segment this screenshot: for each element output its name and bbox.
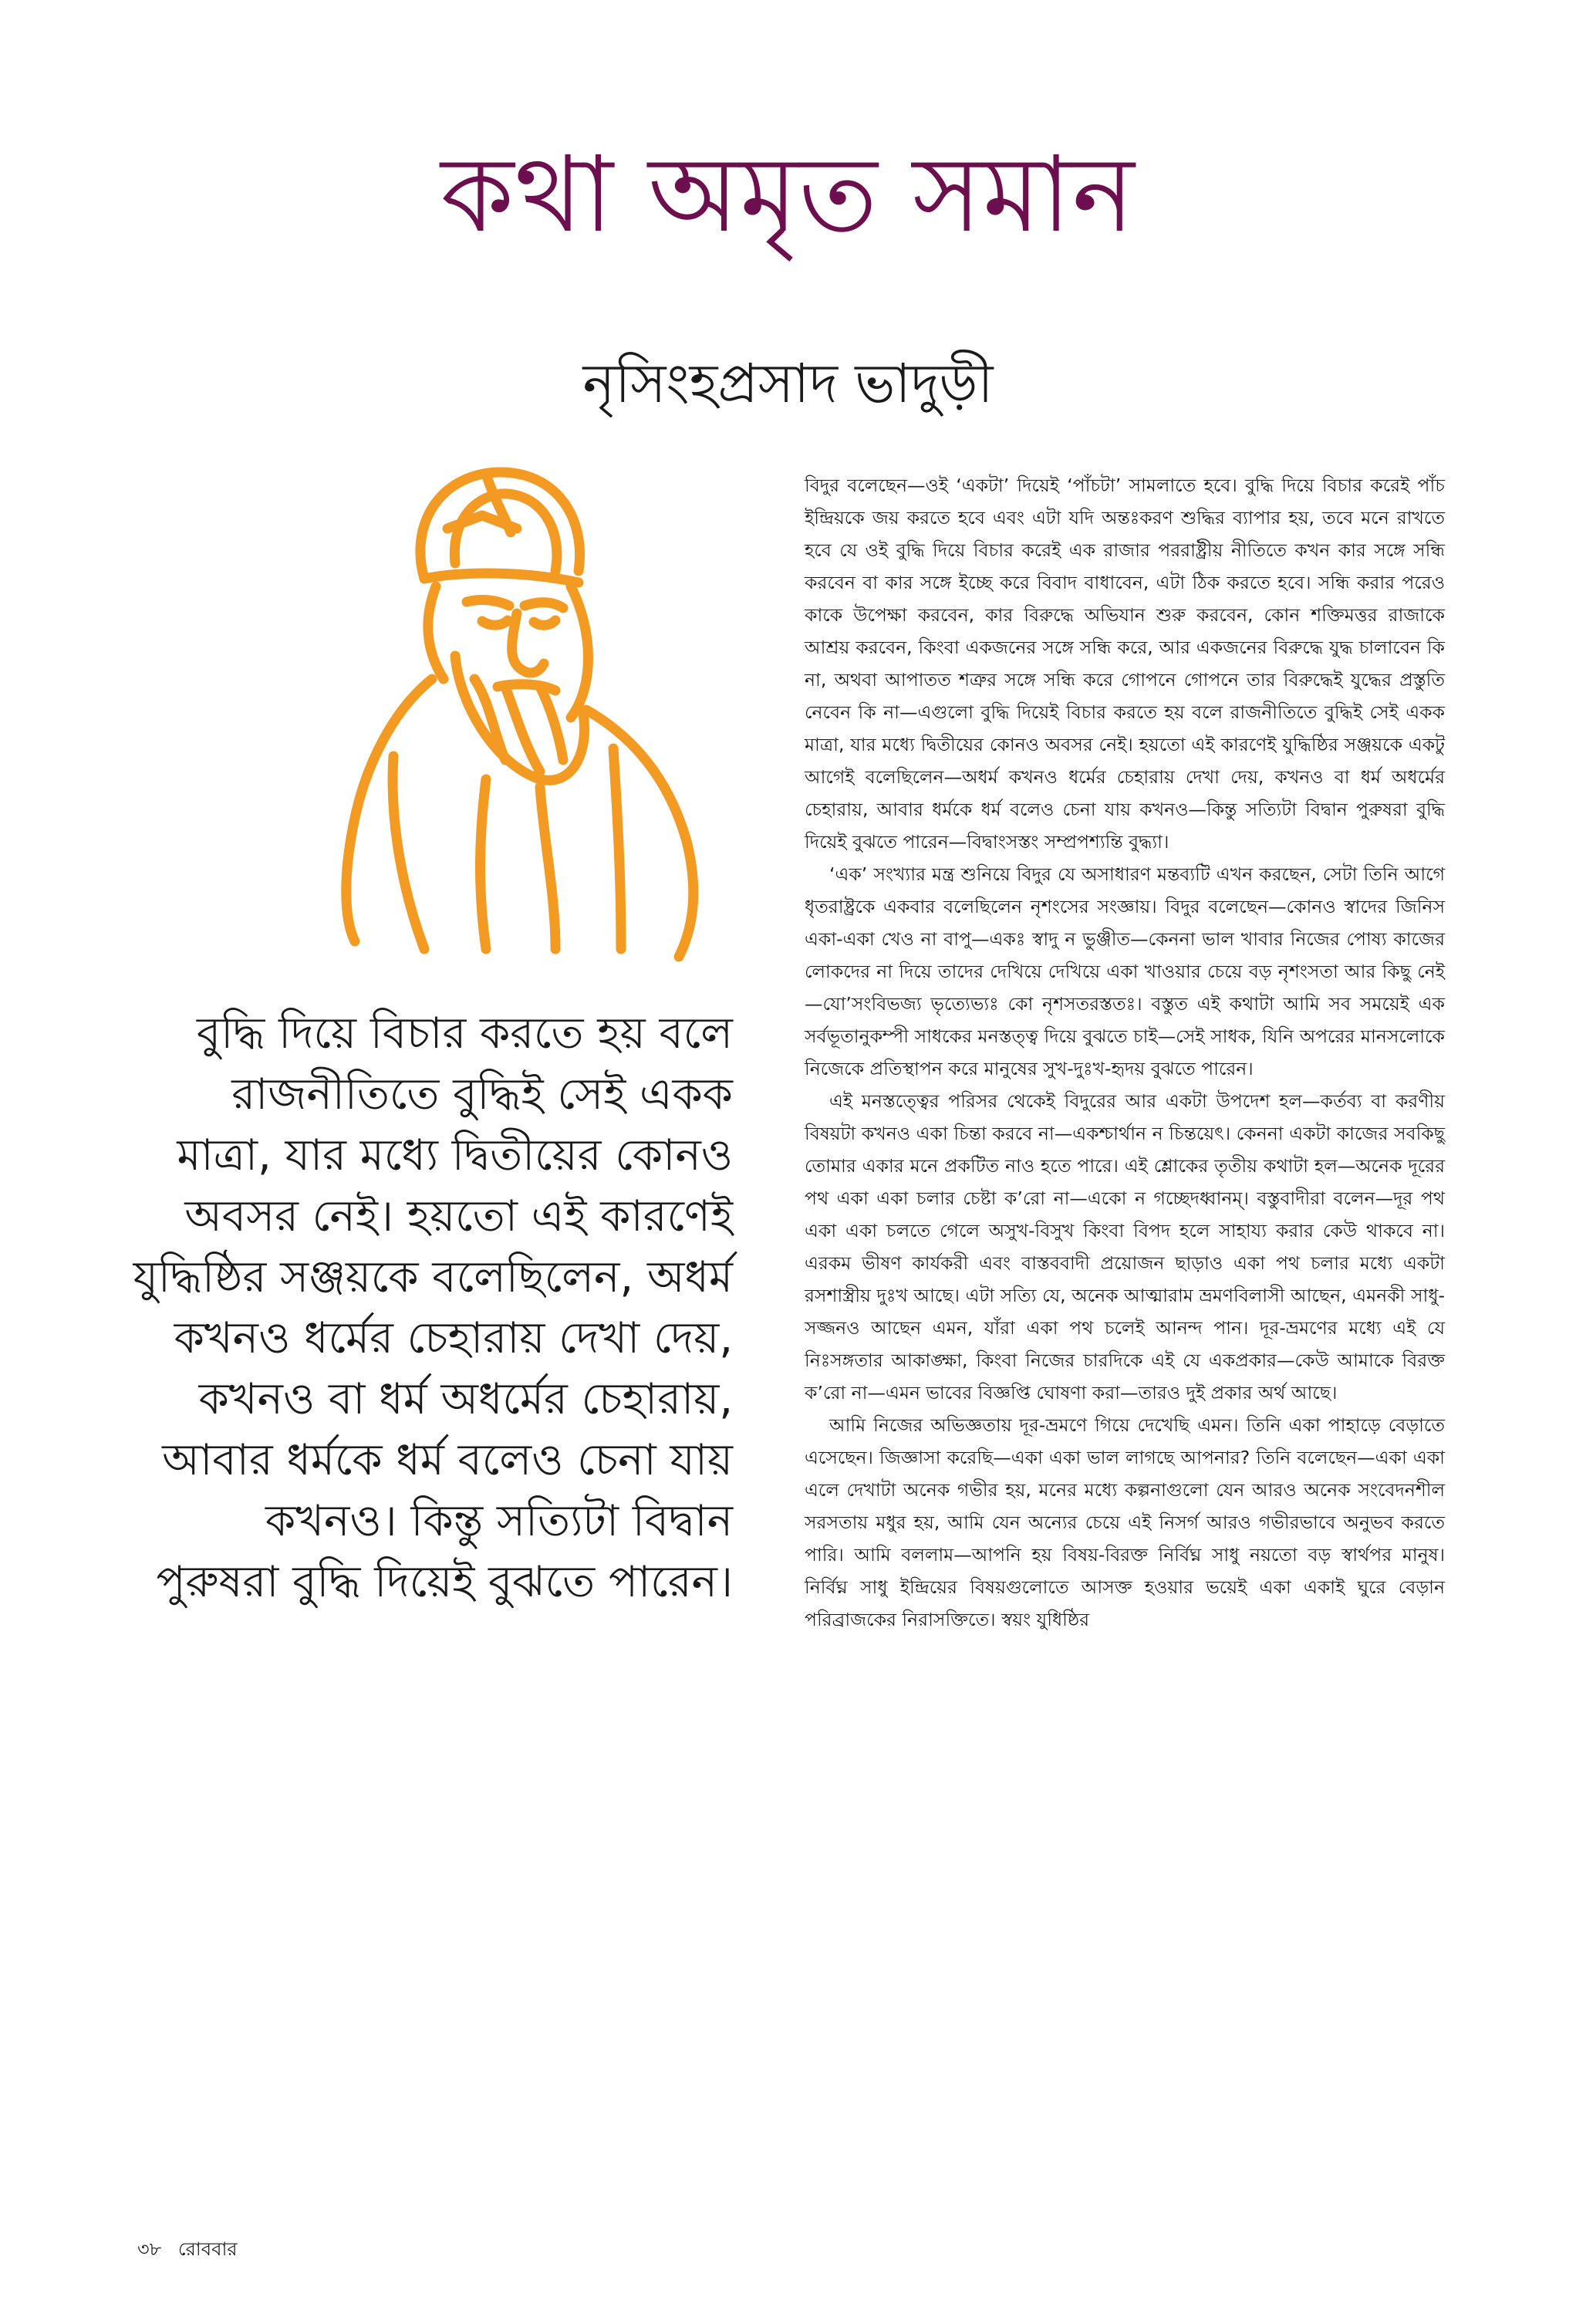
- article-paragraph: বিদুর বলেছেন—ওই ‘একটা’ দিয়েই ‘পাঁচটা’ সামলাতে হবে। বুদ্ধি দিয়ে বিচার করেই পাঁচ ইন্দ্রিয়কে জয় করতে হবে এবং এটা যদি অন্তঃকরণ শুদ্ধির ব্যাপার হয়, তবে মনে রাখতে হবে যে ওই বুদ্ধি দিয়ে বিচার করেই এক রাজার পররাষ্ট্রীয় নীতিতে কখন কার সঙ্গে সন্ধি করবেন বা কার সঙ্গে ইচ্ছে করে বিবাদ বাধাবেন, এটা ঠিক করতে হবে। সন্ধি করার পরেও কাকে উপেক্ষা করবেন, কার বিরুদ্ধে অভিযান শুরু করবেন, কোন শক্তিমত্তর রাজাকে আশ্রয় করবেন, কিংবা একজনের সঙ্গে সন্ধি করে, আর একজনের বিরুদ্ধে যুদ্ধ চালাবেন কি না, অথবা আপাতত শত্রুর সঙ্গে সন্ধি করে গোপনে গোপনে তার বিরুদ্ধেই যুদ্ধের প্রস্তুতি নেবেন কি না—এগুলো বুদ্ধি দিয়েই বিচার করতে হয় বলে রাজনীতিতে বুদ্ধিই সেই একক মাত্রা, যার মধ্যে দ্বিতীয়ের কোনও অবসর নেই। হয়তো এই কারণেই যুদ্ধিষ্ঠির সঞ্জয়কে একটু আগেই বলেছিলেন—অধর্ম কখনও ধর্মের চেহারায় দেখা দেয়, কখনও বা ধর্ম অধর্মের চেহারায়, আবার ধর্মকে ধর্ম বলেও চেনা যায় কখনও—কিন্তু সত্যিটা বিদ্বান পুরুষরা বুদ্ধি দিয়েই বুঝতে পারেন—বিদ্বাংসস্তং সম্প্রপশ্যন্তি বুদ্ধ্যা।: [805, 475, 1445, 853]
- sage-illustration: [309, 455, 771, 964]
- pull-quote-text: বুদ্ধি দিয়ে বিচার করতে হয় বলে রাজনীতিতে বুদ্ধিই সেই একক মাত্রা, যার মধ্যে দ্বিতীয়ের কোনও অবসর নেই। হয়তো এই কারণেই যুদ্ধিষ্ঠির সঞ্জয়কে বলেছিলেন, অধর্ম কখনও ধর্মের চেহারায় দেখা দেয়, কখনও বা ধর্ম অধর্মের চেহারায়, আবার ধর্মকে ধর্ম বলেও চেনা যায় কখনও। কিন্তু সত্যিটা বিদ্বান পুরুষরা বুদ্ধি দিয়েই বুঝতে পারেন।: [133, 1008, 733, 1607]
- article-body: [805, 469, 1445, 1636]
- author-name: নৃসিংহপ্রসাদ ভাদুড়ী: [582, 352, 994, 415]
- magazine-name: রোববার: [177, 2238, 238, 2260]
- article-paragraph: এই মনস্তত্ত্বের পরিসর থেকেই বিদুরের আর একটা উপদেশ হল—কর্তব্য বা করণীয় বিষয়টা কখনও একা চিন্তা করবে না—একশ্চার্থান ন চিন্তয়েৎ। কেননা একটা কাজের সবকিছু তোমার একার মনে প্রকটিত নাও হতে পারে। এই শ্লোকের তৃতীয় কথাটা হল—অনেক দূরের পথ একা একা চলার চেষ্টা ক’রো না—একো ন গচ্ছেদধ্বানম্। বস্তুবাদীরা বলেন—দূর পথ একা একা চলতে গেলে অসুখ-বিসুখ কিংবা বিপদ হলে সাহায্য করার কেউ থাকবে না। এরকম ভীষণ কার্যকরী এবং বাস্তববাদী প্রয়োজন ছাড়াও একা পথ চলার মধ্যে একটা রসশাস্ত্রীয় দুঃখ আছে। এটা সত্যি যে, অনেক আত্মারাম ভ্রমণবিলাসী আছেন, এমনকী সাধু-সজ্জনও আছেন এমন, যাঁরা একা পথ চলেই আনন্দ পান। দূর-ভ্রমণের মধ্যে এই যে নিঃসঙ্গতার আকাঙ্ক্ষা, কিংবা নিজের চারদিকে এই যে একপ্রকার—কেউ আমাকে বিরক্ত ক’রো না—এমন ভাবের বিজ্ঞপ্তি ঘোষণা করা—তারও দুই প্রকার অর্থ আছে।: [805, 1090, 1445, 1404]
- article-paragraph: আমি নিজের অভিজ্ঞতায় দূর-ভ্রমণে গিয়ে দেখেছি এমন। তিনি একা পাহাড়ে বেড়াতে এসেছেন। জিজ্ঞাসা করেছি—একা একা ভাল লাগছে আপনার? তিনি বলেছেন—একা একা এলে দেখাটা অনেক গভীর হয়, মনের মধ্যে কল্পনাগুলো যেন আরও অনেক সংবেদনশীল সরসতায় মধুর হয়, আমি যেন অন্যের চেয়ে এই নিসর্গ আরও গভীরভাবে অনুভব করতে পারি। আমি বললাম—আপনি হয় বিষয়-বিরক্ত নির্বিঘ্ন সাধু নয়তো বড় স্বার্থপর মানুষ। নির্বিঘ্ন সাধু ইন্দ্রিয়ের বিষয়গুলোতে আসক্ত হওয়ার ভয়েই একা একাই ঘুরে বেড়ান পরিব্রাজকের নিরাসক্তিতে। স্বয়ং যুধিষ্ঠির: [805, 1414, 1445, 1630]
- page-number: ৩৮: [137, 2238, 162, 2260]
- page-footer: [137, 2238, 248, 2261]
- article-title: কথা অমৃত সমান: [440, 134, 1136, 256]
- article-paragraph: ‘এক’ সংখ্যার মন্ত্র শুনিয়ে বিদুর যে অসাধারণ মন্তব্যটি এখন করছেন, সেটা তিনি আগে ধৃতরাষ্ট্রকে একবার বলেছিলেন নৃশংসের সংজ্ঞায়। বিদুর বলেছেন—কোনও স্বাদের জিনিস একা-একা খেও না বাপু—একঃ স্বাদু ন ভুঞ্জীত—কেননা ভাল খাবার নিজের পোষ্য কাজের লোকদের না দিয়ে তাদের দেখিয়ে দেখিয়ে একা খাওয়ার চেয়ে বড় নৃশংসতা আর কিছু নেই—যো’সংবিভজ্য ভৃত্যেভ্যঃ কো নৃশসতরস্ততঃ। বস্তুত এই কথাটা আমি সব সময়েই এক সর্বভূতানুকম্পী সাধকের মনস্তত্ত্ব দিয়ে বুঝতে চাই—সেই সাধক, যিনি অপরের মানসলোকে নিজেকে প্রতিস্থাপন করে মানুষের সুখ-দুঃখ-হৃদয় বুঝতে পারেন।: [805, 863, 1445, 1079]
- pull-quote: [131, 1003, 733, 1613]
